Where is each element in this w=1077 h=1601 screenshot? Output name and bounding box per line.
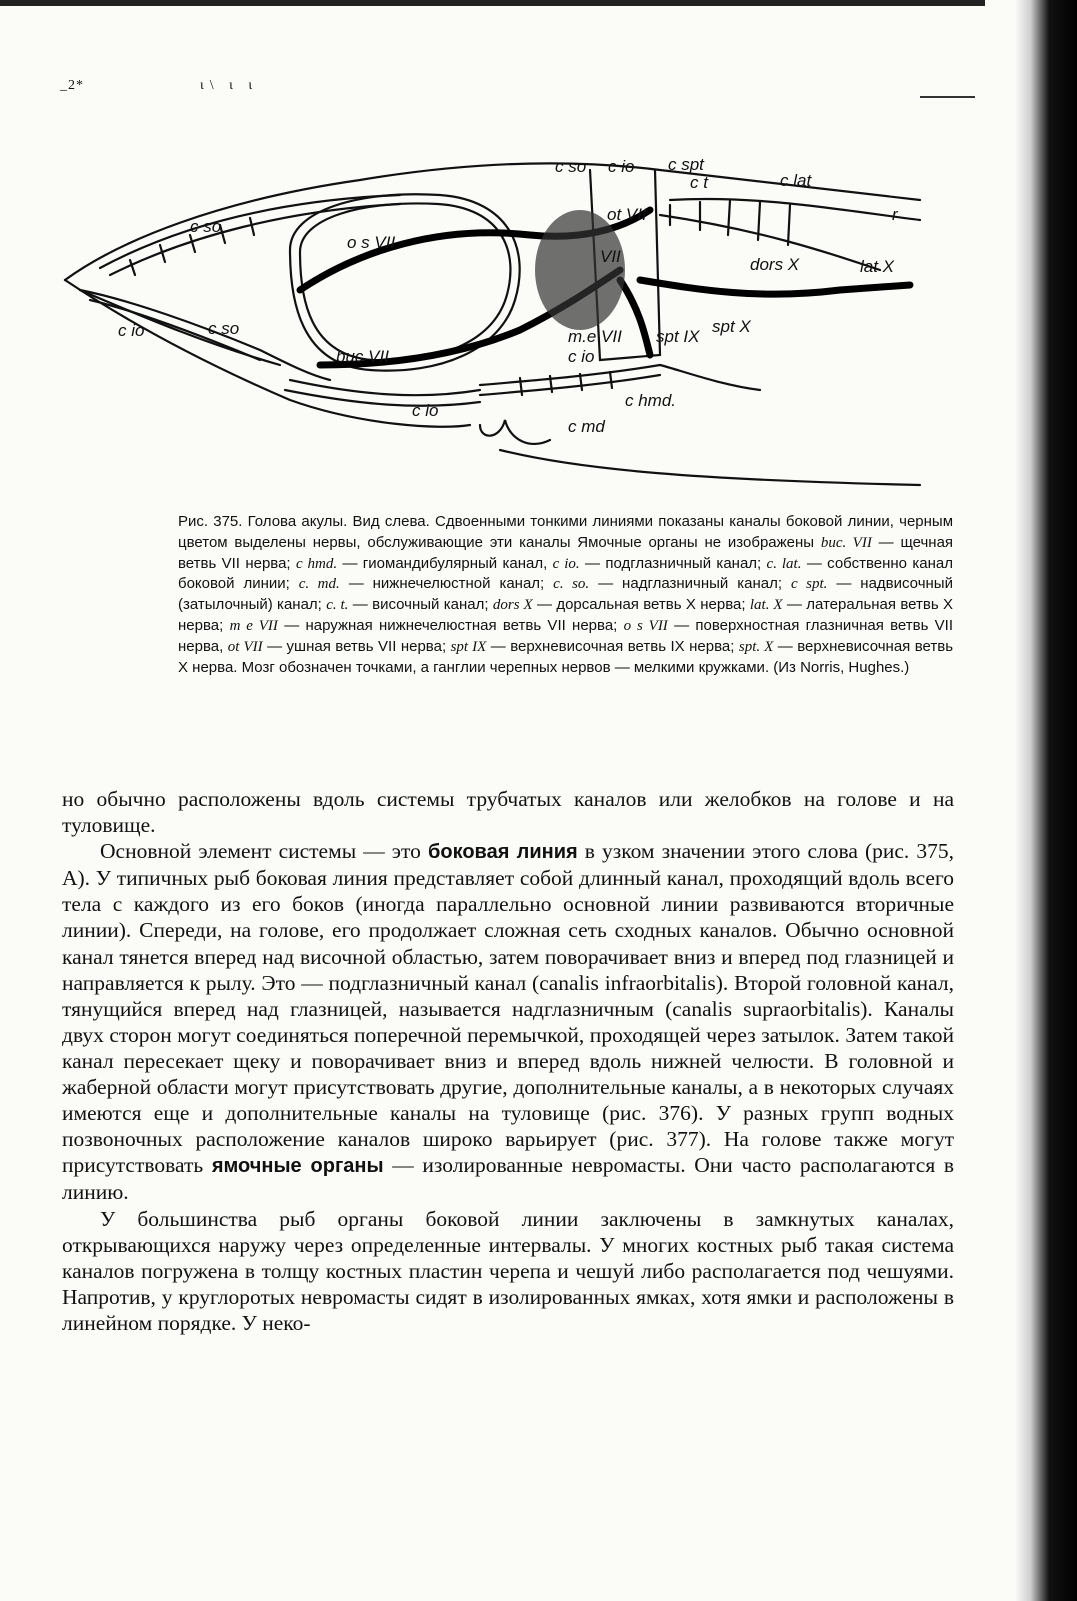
label-spt-x: spt X — [712, 317, 751, 336]
paragraph-3: У большинства рыб органы боковой линии заключены в замкнутых каналах, открывающихся наружу через определенные интервалы. У многих костных рыб такая система каналов погружена в толщу костных пластин черепа и чешуй либо располагается под чешуями. Напротив, у круглоротых невромасты сидят в изолированных ямках, хотя ямки и расположены в линейном порядке. У неко- — [62, 1206, 954, 1335]
term-pit-organs: ямочные органы — [211, 1155, 384, 1178]
top-scan-border — [0, 0, 985, 6]
header-rule — [920, 96, 975, 98]
caption-title: Голова акулы. Вид слева. — [247, 513, 430, 530]
caption-abbr: lat. X — [749, 597, 783, 614]
caption-closing: Мозг обозначен точками, а ганглии черепных нервов — мелкими кружками. (Из Norris, Hughes.) — [241, 658, 910, 676]
mandibular-canal — [290, 380, 480, 395]
caption-abbr: o s VII — [623, 617, 668, 634]
label-os-vii: o s VII — [347, 233, 396, 252]
caption-abbr: ot VII — [227, 638, 263, 655]
caption-abbr: c. lat. — [766, 555, 802, 572]
page-spine-shadow — [1015, 0, 1077, 1601]
caption-abbr: spt IX — [450, 638, 487, 655]
label-c-io-left: c io — [118, 321, 145, 340]
page-number: _2* — [60, 78, 84, 93]
label-c-so-left: c so — [190, 217, 222, 236]
label-c-io-top: c io — [608, 157, 635, 176]
caption-abbr: c. md. — [298, 576, 340, 593]
jaw-line — [500, 450, 920, 485]
label-ot-vii: ot VII — [607, 205, 647, 224]
label-c-lat: c lat — [780, 171, 812, 190]
term-lateral-line: боковая линия — [428, 841, 578, 864]
label-dors-x: dors X — [750, 255, 800, 274]
spiracle-curve — [480, 420, 550, 444]
label-c-so-top: c so — [555, 157, 587, 176]
figure-caption: Рис. 375. Голова акулы. Вид слева. Сдвоенными тонкими линиями показаны каналы боковой линии, черным цветом выделены нервы, обслуживающие эти каналы Ямочные органы не изображены buc. VII — щечная ветвь VII нерва; c hmd. — гиомандибулярный канал, c io. — подглазничный канал; c. lat. — собственно канал боковой линии; c. md. — нижнечелюстной канал; c. so. — надглазничный канал; c spt. — надвисочный (затылочный) канал; c. t. — височный канал; dors X — дорсальная ветвь X нерва; lat. X — латеральная ветвь X нерва; m e VII — наружная нижнечелюстная ветвь VII нерва; o s VII — поверхностная глазничная ветвь VII нерва, ot VII — ушная ветвь VII нерва; spt IX — верхневисочная ветвь IX нерва; spt. X — верхневисочная ветвь X нерва. Мозг обозначен точками, а ганглии черепных нервов — мелкими кружками. (Из Norris, Hughes.) — [178, 513, 954, 676]
caption-abbr: spt. X — [738, 638, 774, 655]
label-c-t: c t — [690, 173, 708, 192]
paragraph-2: Основной элемент системы — это боковая линия в узком значении этого слова (рис. 375, А). У типичных рыб боковая линия представляет собой длинный канал, проходящий вдоль всего тела с каждого из его боков (иногда параллельно основной линии развиваются вторичные линии). Спереди, на голове, его продолжает сложная сеть сходных каналов. Обычно основной канал тянется вперед над височной областью, затем поворачивает вниз и вперед под глазницей и направляется к рылу. Это — подглазничный канал (canalis infraorbitalis). Второй головной канал, тянущийся вперед над глазницей, называется надглазничным (canalis supraorbitalis). Каналы двух сторон могут соединяться поперечной перемычкой, проходящей через затылок. Затем такой канал пересекает щеку и поворачивает вниз и вперед вдоль нижней челюсти. В головной и жаберной области могут присутствовать другие, дополнительные каналы, а в некоторых случаях имеются еще и дополнительные каналы на туловище (рис. 376). У разных групп водных позвоночных расположение каналов широко варьирует (рис. 377). На голове также могут присутствовать ямочные органы — изолированные невромасты. Они часто располагаются в линию. — [62, 839, 955, 1205]
label-c-io-bottom: c io — [412, 401, 439, 420]
label-spt-ix: spt IX — [656, 327, 700, 346]
label-c-md: c md — [568, 417, 605, 436]
paragraph-1: но обычно расположены вдоль системы трубчатых каналов или желобков на голове и на туловище. — [62, 787, 954, 838]
caption-fig-number: Рис. 375. — [178, 513, 243, 530]
caption-abbr: m e VII — [229, 617, 278, 634]
body-text — [62, 786, 954, 1336]
label-lat-x: lat X — [860, 257, 895, 276]
brain-ganglia — [535, 210, 625, 330]
label-r: r — [892, 205, 898, 224]
nerve-me-vii — [620, 280, 650, 355]
caption-abbr: c. so. — [553, 576, 590, 593]
label-c-hmd: c hmd. — [625, 391, 677, 410]
shark-head-figure — [60, 140, 930, 510]
caption-description: Сдвоенными тонкими линиями показаны каналы боковой линии, черным цветом выделены нервы, обслуживающие эти каналы Ямочные органы не изображены — [178, 513, 954, 551]
caption-abbr: c. t. — [326, 597, 349, 614]
caption-abbr: c hmd. — [295, 555, 338, 572]
label-c-io-mid: c io — [568, 347, 595, 366]
label-c-so-mid: c so — [208, 319, 240, 338]
caption-abbr: buc. VII — [820, 534, 872, 551]
label-vii: VII — [600, 247, 621, 266]
caption-abbr: c spt. — [790, 576, 828, 593]
eye-orbit-inner — [300, 203, 510, 360]
caption-abbr: c io. — [552, 555, 580, 572]
caption-abbr: dors X — [492, 597, 533, 614]
nerve-lateral-x — [640, 280, 910, 294]
mandibular-canal-2 — [285, 390, 480, 406]
label-c-spt: c spt — [668, 155, 704, 174]
running-head: ι\ ι ι — [200, 78, 259, 93]
label-buc-vii: buc VII — [336, 347, 389, 366]
lateral-canal — [670, 199, 920, 220]
label-me-vii: m.e VII — [568, 327, 622, 346]
